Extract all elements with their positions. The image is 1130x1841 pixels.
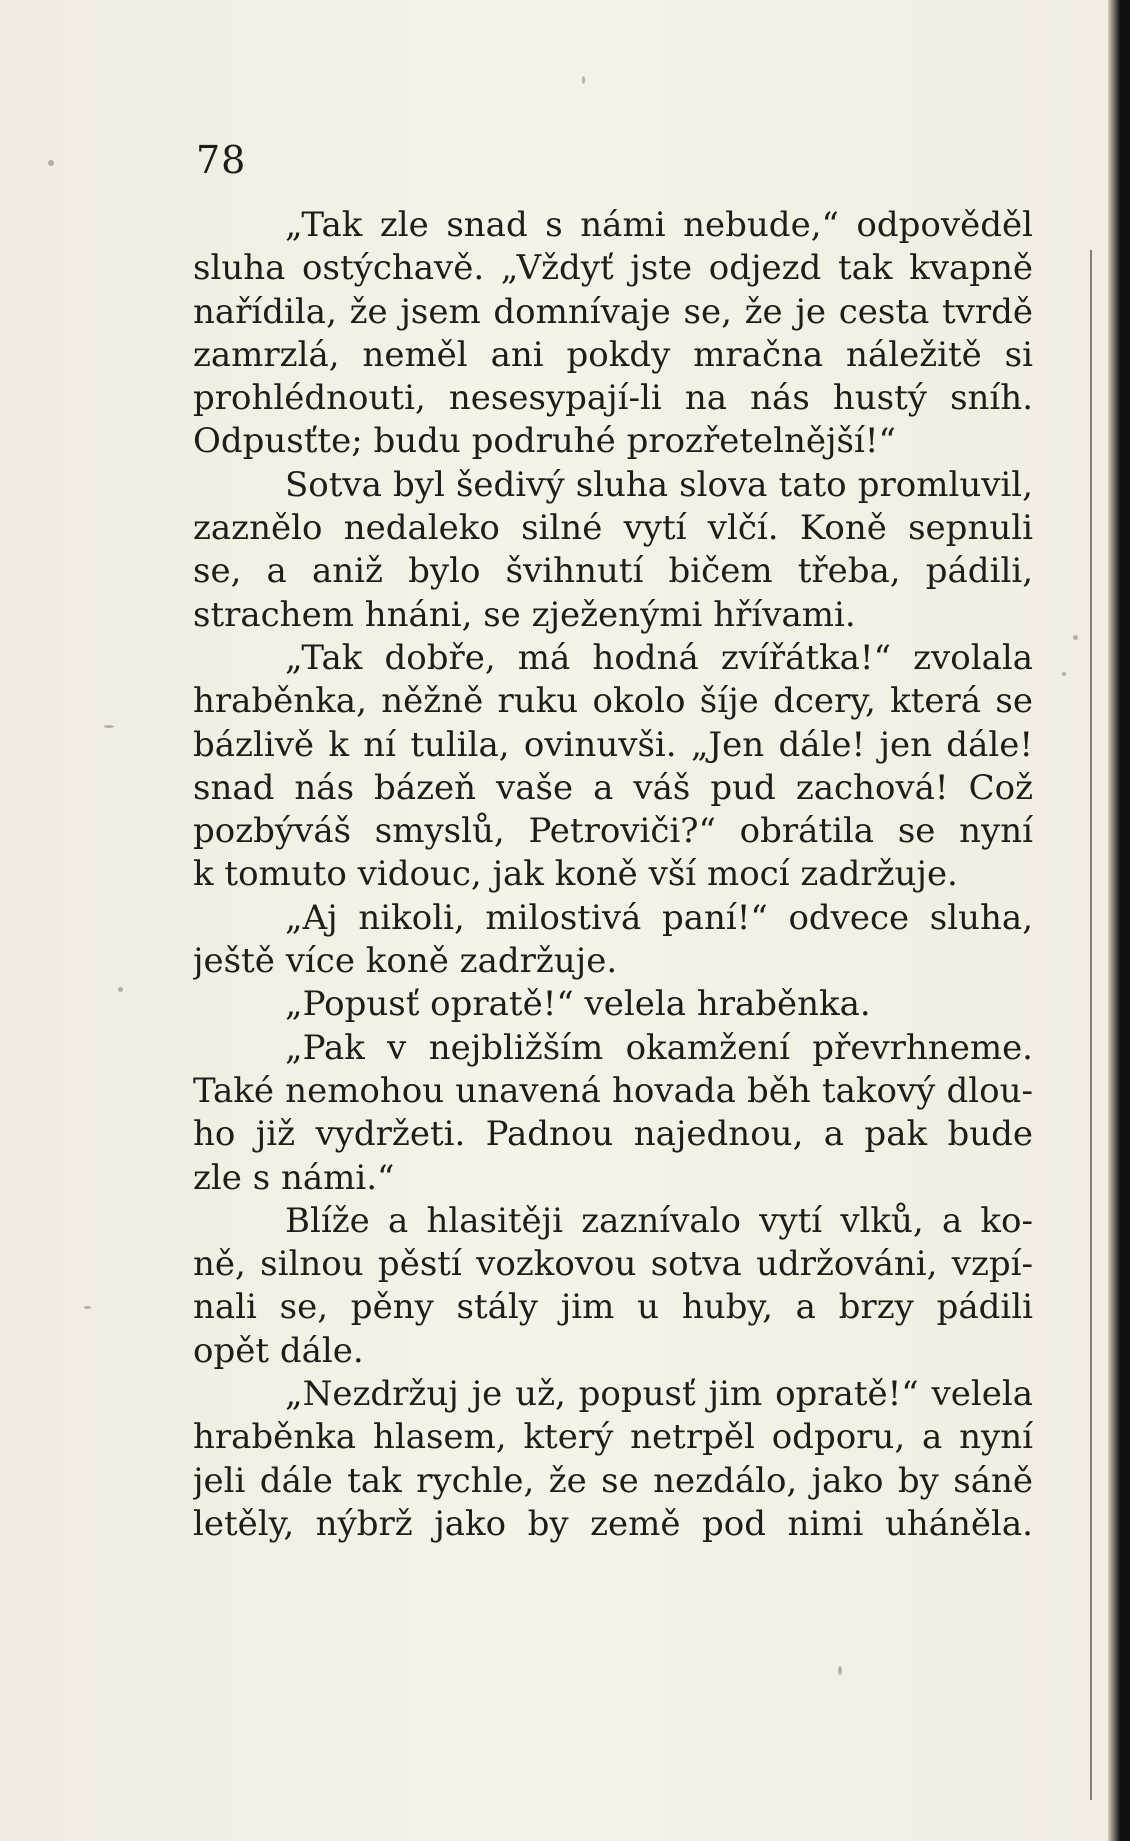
text-line: ještě více koně zadržuje. xyxy=(193,941,618,982)
paper-speck xyxy=(84,1306,91,1309)
text-line: strachem hnáni, se zježenými hřívami. xyxy=(193,594,856,635)
text-line: „Tak dobře, má hodná zvířátka!“ zvolala xyxy=(285,637,1033,678)
body-text xyxy=(193,204,1033,1546)
paper-speck xyxy=(1062,672,1066,676)
text-line: opět dále. xyxy=(193,1330,364,1371)
text-line: prohlédnouti, nesesypají-li na nás hustý sníh. xyxy=(193,378,1033,419)
text-line: Blíže a hlasitěji zaznívalo vytí vlků, a ko- xyxy=(285,1200,1033,1241)
text-line: sluha ostýchavě. „Vždyť jste odjezd tak kvapně xyxy=(193,248,1033,289)
text-line: jeli dále tak rychle, že se nezdálo, jako by sáně xyxy=(193,1460,1033,1501)
paper-speck xyxy=(118,987,123,992)
text-line: se, a aniž bylo švihnutí bičem třeba, pádili, xyxy=(193,551,1033,592)
paper-speck xyxy=(838,1666,842,1675)
page-edge-line xyxy=(1090,250,1092,1800)
text-line: zle s námi.“ xyxy=(193,1157,395,1198)
text-line: Odpusťte; budu podruhé prozřetelnější!“ xyxy=(193,421,896,462)
paper-speck xyxy=(48,160,54,166)
text-line: „Nezdržuj je už, popusť jim opratě!“ velela xyxy=(285,1374,1033,1415)
page-number: 78 xyxy=(196,138,247,182)
text-line: nařídila, že jsem domnívaje se, že je cesta tvrdě xyxy=(193,291,1033,332)
text-line: bázlivě k ní tulila, ovinuvši. „Jen dále! jen dále! xyxy=(193,724,1033,765)
paper-speck xyxy=(1073,635,1078,640)
text-line: Sotva byl šedivý sluha slova tato promluvil, xyxy=(285,464,1033,505)
page-edge-shadow xyxy=(1108,0,1130,1841)
text-line: pozbýváš smyslů, Petroviči?“ obrátila se nyní xyxy=(193,811,1033,852)
text-line: Také nemohou unavená hovada běh takový dlou- xyxy=(193,1070,1033,1111)
text-line: hraběnka, něžně ruku okolo šíje dcery, která se xyxy=(193,681,1033,722)
text-line: „Pak v nejbližším okamžení převrhneme. xyxy=(285,1027,1033,1068)
text-line: „Tak zle snad s námi nebude,“ odpověděl xyxy=(285,205,1033,245)
text-line: letěly, nýbrž jako by země pod nimi uháněla. xyxy=(193,1503,1033,1544)
paper-speck xyxy=(582,76,585,84)
text-line: nali se, pěny stály jim u huby, a brzy pádili xyxy=(193,1287,1033,1328)
text-line: zamrzlá, neměl ani pokdy mračna náležitě si xyxy=(193,334,1033,375)
text-line: hraběnka hlasem, který netrpěl odporu, a nyní xyxy=(193,1417,1033,1458)
text-line: snad nás bázeň vaše a váš pud zachová! Což xyxy=(193,767,1033,808)
text-line: ho již vydržeti. Padnou najednou, a pak bude xyxy=(193,1114,1033,1155)
text-line: ně, silnou pěstí vozkovou sotva udržováni, vzpí- xyxy=(193,1244,1033,1285)
paper-speck xyxy=(104,725,114,728)
text-line: k tomuto vidouc, jak koně vší mocí zadržuje. xyxy=(193,854,958,895)
text-line: „Aj nikoli, milostivá paní!“ odvece sluha, xyxy=(285,897,1033,938)
text-line: zaznělo nedaleko silné vytí vlčí. Koně sepnuli xyxy=(193,508,1033,549)
text-line: „Popusť opratě!“ velela hraběnka. xyxy=(285,984,871,1025)
